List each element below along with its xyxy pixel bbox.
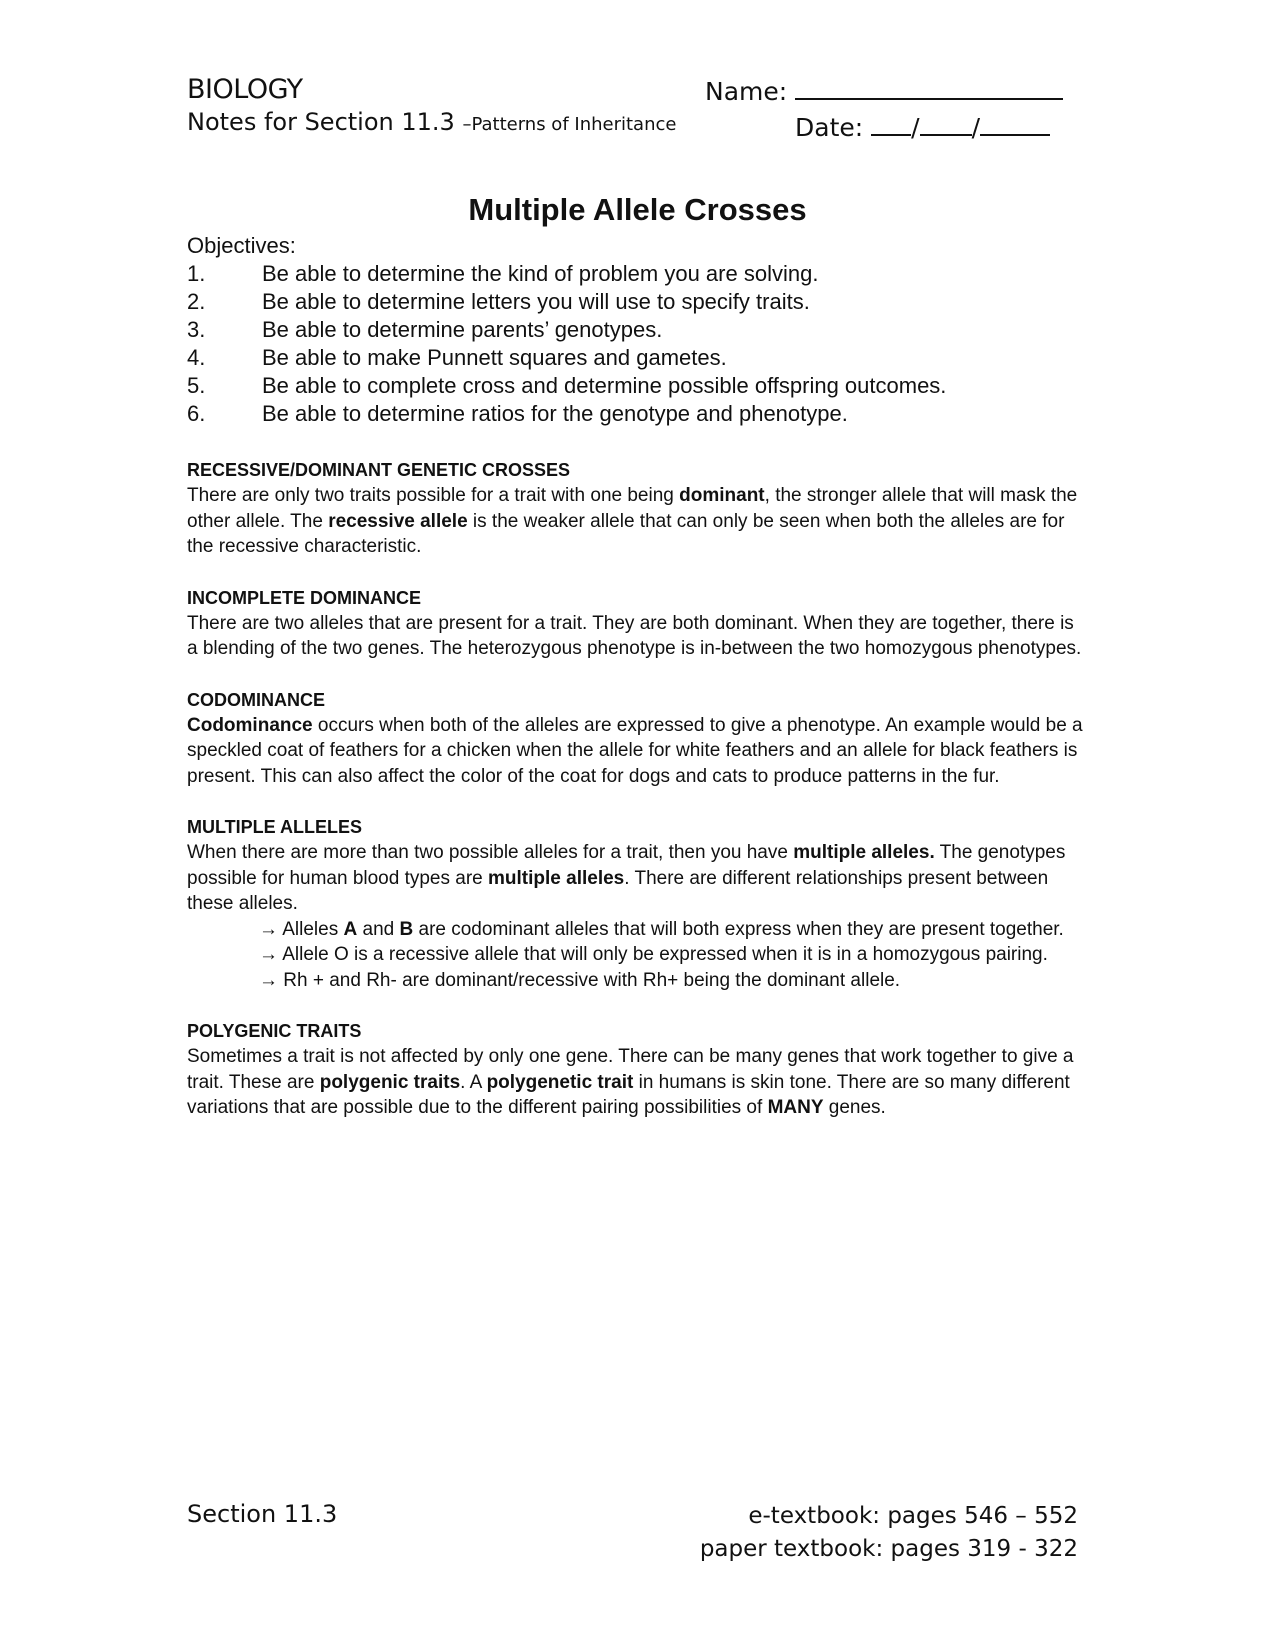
objective-text: Be able to determine parents’ genotypes.	[262, 317, 663, 342]
text-run: is the weaker allele that can only be seen when both the alleles are for the recessive characteristic.	[187, 510, 1065, 557]
text-run: are codominant alleles that will both express when they are present together.	[413, 918, 1064, 940]
name-blank[interactable]	[795, 76, 1063, 100]
objective-number: 2.	[187, 289, 206, 314]
bold-term: dominant	[679, 485, 765, 506]
objective-number: 5.	[187, 373, 206, 398]
allele-relationships-list	[187, 917, 1087, 994]
section-heading: POLYGENIC TRAITS	[187, 1021, 362, 1041]
text-run: occurs when both of the alleles are expressed to give a phenotype. An example would be a speckled coat of feathers for a chicken when the allele for white feathers and an allele for black feathers is present. This can also affect the color of the coat for dogs and cats to produce patterns in the fur.	[187, 714, 1083, 787]
bold-term: Codominance	[187, 714, 313, 736]
text-run: There are only two traits possible for a trait with one being	[187, 485, 680, 506]
text-run: . There are different relationships present between these alleles.	[187, 867, 1049, 914]
section-incomplete-dominance	[187, 586, 1087, 662]
section-paragraph	[187, 483, 1087, 560]
list-item: → Allele O is a recessive allele that will only be expressed when it is in a homozygous pairing.	[259, 944, 1048, 965]
notes-body	[187, 232, 1087, 1121]
objective-number: 3.	[187, 317, 206, 342]
date-month-blank[interactable]	[871, 112, 911, 136]
objective-item	[187, 344, 1087, 372]
text-run: → Alleles	[259, 918, 344, 940]
text-run: in humans is skin tone. There are so many different variations that are possible due to the different pairing possibilities of	[187, 1071, 1070, 1118]
objective-text: Be able to determine ratios for the genotype and phenotype.	[262, 401, 848, 426]
objective-number: 4.	[187, 345, 206, 370]
page-title: Multiple Allele Crosses	[468, 192, 807, 227]
notes-prefix: Notes for Section 11.3	[187, 108, 455, 136]
text-run: When there are more than two possible alleles for a trait, then you have	[187, 842, 794, 863]
list-item	[259, 917, 1087, 943]
text-run: The genotypes possible for human blood types are	[187, 842, 1066, 889]
bold-term: B	[399, 918, 414, 940]
list-item: → Rh + and Rh- are dominant/recessive with Rh+ being the dominant allele.	[259, 969, 901, 991]
objective-item	[187, 316, 1087, 344]
footer-section: Section 11.3	[187, 1500, 338, 1528]
date-year-blank[interactable]	[980, 112, 1050, 136]
text-run: Sometimes a trait is not affected by only one gene. There can be many genes that work together to give a trait. These are	[187, 1046, 1074, 1093]
objective-item	[187, 400, 1087, 428]
bold-term: recessive allele	[328, 510, 468, 532]
date-day-blank[interactable]	[920, 112, 972, 136]
objective-item	[187, 260, 1087, 288]
objective-text: Be able to determine letters you will use to specify traits.	[262, 289, 810, 314]
section-paragraph	[187, 1044, 1087, 1121]
bold-term: A	[343, 918, 358, 940]
text-run: , the stronger allele that will mask the other allele. The	[187, 485, 1078, 532]
section-heading: RECESSIVE/DOMINANT GENETIC CROSSES	[187, 460, 571, 480]
name-label: Name:	[705, 77, 788, 106]
date-label: Date:	[795, 113, 864, 142]
objective-item	[187, 372, 1087, 400]
objectives-label: Objectives:	[187, 233, 296, 258]
bold-term: polygenetic trait	[486, 1071, 634, 1093]
objective-text: Be able to determine the kind of problem you are solving.	[262, 261, 819, 286]
section-multiple-alleles	[187, 815, 1087, 993]
bold-term: MANY	[767, 1097, 824, 1118]
date-field	[795, 112, 1050, 142]
section-codominance	[187, 688, 1087, 790]
section-recessive-dominant	[187, 458, 1087, 560]
text-run: and	[357, 918, 400, 940]
section-paragraph: There are two alleles that are present for a trait. They are both dominant. When they are together, there is a blending of the two genes. The heterozygous phenotype is in-between the two homozygous phenotypes.	[187, 612, 1082, 659]
section-heading: CODOMINANCE	[187, 689, 325, 710]
notes-subtitle	[187, 108, 676, 136]
objective-text: Be able to complete cross and determine possible offspring outcomes.	[262, 373, 947, 398]
text-run: . A	[460, 1071, 487, 1093]
bold-term: multiple alleles.	[793, 842, 935, 863]
subject-title: BIOLOGY	[187, 74, 303, 105]
date-separator: /	[971, 113, 981, 142]
etextbook-pages: e-textbook: pages 546 – 552	[748, 1503, 1078, 1529]
section-polygenic-traits	[187, 1019, 1087, 1121]
objectives-list	[187, 260, 1087, 428]
date-separator: /	[911, 113, 920, 142]
name-field	[705, 76, 1063, 106]
section-heading: INCOMPLETE DOMINANCE	[187, 587, 421, 608]
objective-text: Be able to make Punnett squares and gametes.	[262, 345, 727, 370]
text-run: genes.	[823, 1097, 886, 1118]
section-heading: MULTIPLE ALLELES	[187, 817, 362, 837]
bold-term: multiple alleles	[488, 867, 625, 889]
paper-textbook-pages: paper textbook: pages 319 - 322	[699, 1536, 1078, 1562]
bold-term: polygenic traits	[319, 1071, 461, 1093]
objective-number: 1.	[187, 261, 206, 286]
footer-textbook-refs	[700, 1500, 1078, 1566]
section-paragraph	[187, 713, 1087, 790]
notes-suffix: –Patterns of Inheritance	[462, 114, 677, 135]
section-paragraph	[187, 840, 1087, 917]
objective-item	[187, 288, 1087, 316]
objective-number: 6.	[187, 401, 206, 426]
